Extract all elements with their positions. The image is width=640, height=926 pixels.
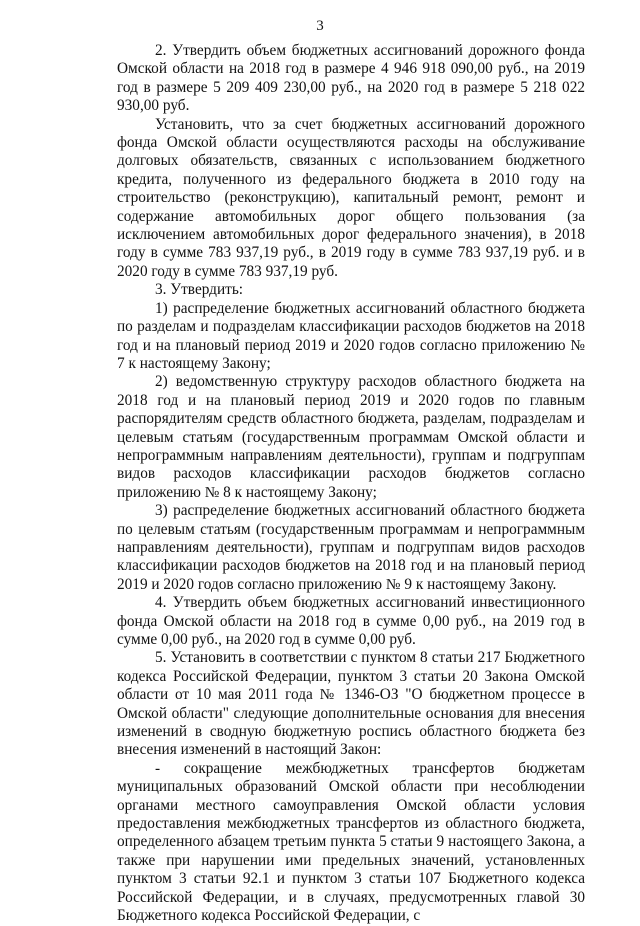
page-number: 3: [316, 18, 324, 34]
paragraph-additional-grounds: 5. Установить в соответствии с пунктом 8 статьи 217 Бюджетного кодекса Российской Федерации, пунктом 3 статьи 20 Закона Омской области от 10 мая 2011 года № 1346-ОЗ "О бюджетном процессе в Омской области" следующие дополнительные основания для внесения изменений в сводную бюджетную роспись областного бюджета без внесения изменений в настоящий Закон:: [117, 649, 585, 759]
paragraph-approve-heading: 3. Утвердить:: [155, 281, 244, 299]
document-body: [117, 42, 585, 926]
paragraph-road-fund: 2. Утвердить объем бюджетных ассигнований дорожного фонда Омской области на 2018 год в размере 4 946 918 090,00 руб., на 2019 год в размере 5 209 409 230,00 руб., на 2020 год в размере 5 218 022 930,00 руб.: [117, 42, 585, 115]
paragraph-transfer-reduction: - сокращение межбюджетных трансфертов бюджетам муниципальных образований Омской области при несоблюдении органами местного самоуправления Омской области условия предоставления межбюджетных трансфертов из областного бюджета, определенного абзацем третьим пункта 5 статьи 9 настоящего Закона, а также при нарушении ими предельных значений, установленных пунктом 3 статьи 92.1 и пунктом 3 статьи 107 Бюджетного кодекса Российской Федерации, и в случаях, предусмотренных главой 30 Бюджетного кодекса Российской Федерации, с: [117, 759, 585, 925]
paragraph-item-3: 3) распределение бюджетных ассигнований областного бюджета по целевым статьям (государственным программам и непрограммным направлениям деятельности), группам и подгруппам видов расходов классификации расходов бюджетов на 2018 год и на плановый период 2019 и 2020 годов согласно приложению № 9 к настоящему Закону.: [117, 502, 585, 593]
paragraph-item-1: 1) распределение бюджетных ассигнований областного бюджета по разделам и подразделам классификации расходов бюджетов на 2018 год и на плановый период 2019 и 2020 годов согласно приложению № 7 к настоящему Закону;: [117, 299, 585, 372]
paragraph-road-fund-debt: Установить, что за счет бюджетных ассигнований дорожного фонда Омской области осуществляются расходы на обслуживание долговых обязательств, связанных с использованием бюджетного кредита, полученного из федерального бюджета в 2010 году на строительство (реконструкцию), капитальный ремонт, ремонт и содержание автомобильных дорог общего пользования (за исключением автомобильных дорог федерального значения), в 2018 году в сумме 783 937,19 руб., в 2019 году в сумме 783 937,19 руб. и в 2020 году в сумме 783 937,19 руб.: [117, 115, 585, 280]
paragraph-item-2: 2) ведомственную структуру расходов областного бюджета на 2018 год и на плановый период 2019 и 2020 годов по главным распорядителям средств областного бюджета, разделам, подразделам и целевым статьям (государственным программам Омской области и непрограммным направлениям деятельности), группам и подгруппам видов расходов классификации расходов бюджетов согласно приложению № 8 к настоящему Закону;: [117, 373, 585, 501]
paragraph-investment-fund: 4. Утвердить объем бюджетных ассигнований инвестиционного фонда Омской области на 2018 год в сумме 0,00 руб., на 2019 год в сумме 0,00 руб., на 2020 год в сумме 0,00 руб.: [117, 594, 585, 648]
